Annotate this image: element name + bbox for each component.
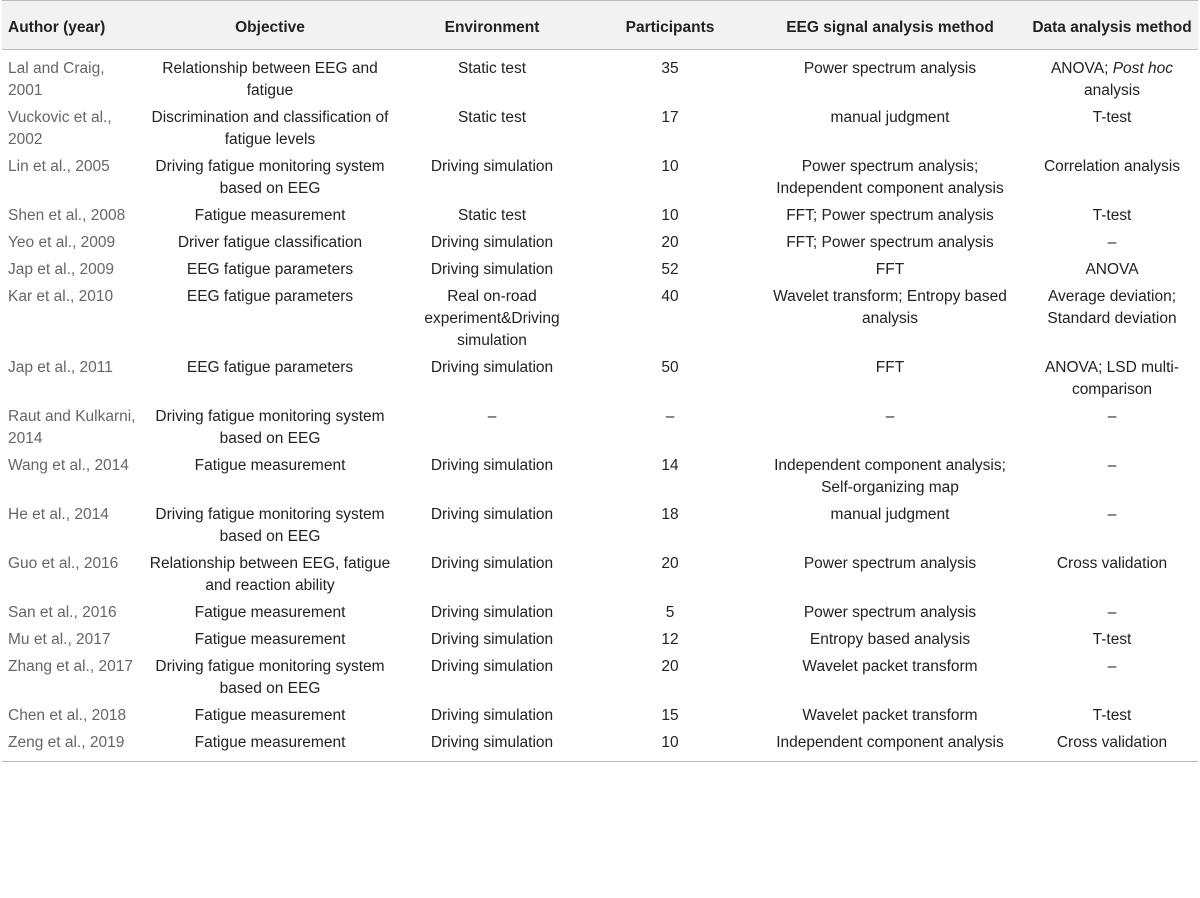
table-row: [2, 106, 1198, 155]
cell-objective: Relationship between EEG and fatigue: [162, 60, 378, 99]
cell-objective: Fatigue measurement: [194, 207, 346, 224]
cell-environment: Static test: [457, 109, 527, 126]
table-row: [2, 285, 1198, 356]
studies-table: [2, 0, 1198, 762]
cell-eeg-method: manual judgment: [830, 506, 950, 523]
table-row: [2, 601, 1198, 628]
cell-objective: Driving fatigue monitoring system based on EEG: [155, 408, 385, 447]
cell-participants: 18: [661, 506, 679, 523]
cell-author: Jap et al., 2009: [8, 261, 114, 278]
header-author: Author (year): [2, 1, 142, 50]
cell-author: Chen et al., 2018: [8, 707, 127, 724]
cell-author: He et al., 2014: [8, 506, 109, 523]
table-row: [2, 454, 1198, 503]
cell-objective: Driver fatigue classification: [177, 234, 363, 251]
cell-participants: 5: [665, 604, 675, 621]
cell-eeg-method: Entropy based analysis: [809, 631, 971, 648]
cell-objective: EEG fatigue parameters: [186, 359, 354, 376]
cell-author: Kar et al., 2010: [8, 288, 114, 305]
cell-participants: –: [665, 408, 675, 425]
cell-data-method: –: [1107, 457, 1117, 474]
cell-eeg-method: FFT: [875, 359, 905, 376]
cell-objective: Driving fatigue monitoring system based on EEG: [155, 506, 385, 545]
cell-objective: Driving fatigue monitoring system based on EEG: [155, 658, 385, 697]
cell-author: Zhang et al., 2017: [8, 658, 133, 675]
cell-author: Wang et al., 2014: [8, 457, 129, 474]
table-row: [2, 628, 1198, 655]
cell-environment: Driving simulation: [430, 506, 554, 523]
cell-eeg-method: FFT; Power spectrum analysis: [786, 234, 994, 251]
cell-participants: 10: [586, 731, 754, 762]
cell-data-method: T-test: [1092, 707, 1132, 724]
cell-objective: Fatigue measurement: [194, 707, 346, 724]
cell-objective: Fatigue measurement: [194, 457, 346, 474]
cell-data-method: Average deviation; Standard deviation: [1047, 288, 1177, 327]
cell-environment: Driving simulation: [430, 604, 554, 621]
cell-environment: Driving simulation: [430, 261, 554, 278]
cell-data-method: –: [1107, 234, 1117, 251]
cell-environment: Driving simulation: [430, 658, 554, 675]
header-objective: Objective: [142, 1, 398, 50]
cell-data-method: Cross validation: [1056, 555, 1168, 572]
cell-eeg-method: manual judgment: [830, 109, 950, 126]
cell-environment: Driving simulation: [430, 234, 554, 251]
cell-author: Lal and Craig, 2001: [8, 60, 105, 99]
cell-participants: 15: [661, 707, 679, 724]
cell-objective: Relationship between EEG, fatigue and reaction ability: [149, 555, 391, 594]
table-row: [2, 258, 1198, 285]
cell-eeg-method: FFT: [875, 261, 905, 278]
cell-participants: 50: [661, 359, 679, 376]
cell-environment: Driving simulation: [430, 631, 554, 648]
cell-author: Guo et al., 2016: [8, 555, 119, 572]
cell-author: Shen et al., 2008: [8, 207, 126, 224]
cell-participants: 14: [661, 457, 679, 474]
cell-data-method: Correlation analysis: [1043, 158, 1181, 175]
table-row: [2, 731, 1198, 762]
table-row: [2, 155, 1198, 204]
cell-environment: Driving simulation: [398, 731, 586, 762]
cell-data-method: ANOVA: [1085, 261, 1139, 278]
cell-eeg-method: Wavelet packet transform: [802, 707, 978, 724]
cell-data-method: –: [1107, 604, 1117, 621]
cell-participants: 10: [661, 158, 679, 175]
cell-participants: 10: [661, 207, 679, 224]
header-eeg-method: EEG signal analysis method: [754, 1, 1026, 50]
cell-author: Vuckovic et al., 2002: [8, 109, 112, 148]
header-environment: Environment: [398, 1, 586, 50]
cell-author: Jap et al., 2011: [8, 359, 113, 376]
cell-participants: 40: [661, 288, 679, 305]
cell-objective: EEG fatigue parameters: [186, 288, 354, 305]
cell-participants: 20: [661, 555, 679, 572]
cell-eeg-method: Power spectrum analysis: [803, 604, 977, 621]
cell-author: Mu et al., 2017: [8, 631, 111, 648]
cell-eeg-method: Wavelet packet transform: [802, 658, 978, 675]
cell-environment: Driving simulation: [430, 457, 554, 474]
cell-author: Yeo et al., 2009: [8, 234, 116, 251]
table-row: [2, 231, 1198, 258]
cell-objective: Fatigue measurement: [194, 631, 346, 648]
table-row: [2, 503, 1198, 552]
cell-data-method: T-test: [1092, 109, 1132, 126]
data-method-text: ANOVA;: [1050, 60, 1109, 77]
cell-data-method: –: [1107, 408, 1117, 425]
cell-participants: 17: [661, 109, 679, 126]
cell-data-method: T-test: [1092, 631, 1132, 648]
cell-eeg-method: Power spectrum analysis; Independent component analysis: [776, 158, 1004, 197]
cell-participants: 35: [661, 60, 679, 77]
cell-data-method: [1026, 50, 1198, 107]
table-row: [2, 704, 1198, 731]
cell-environment: Driving simulation: [430, 359, 554, 376]
cell-eeg-method: –: [885, 408, 895, 425]
cell-environment: –: [487, 408, 497, 425]
cell-objective: Fatigue measurement: [194, 604, 346, 621]
header-data-method: Data analysis method: [1026, 1, 1198, 50]
table-row: [2, 552, 1198, 601]
cell-environment: Real on-road experiment&Driving simulation: [424, 288, 560, 349]
cell-participants: 12: [661, 631, 679, 648]
cell-environment: Driving simulation: [430, 707, 554, 724]
cell-participants: 52: [661, 261, 679, 278]
cell-objective: Driving fatigue monitoring system based on EEG: [155, 158, 385, 197]
table-row: [2, 655, 1198, 704]
cell-participants: 20: [661, 234, 679, 251]
cell-objective: Discrimination and classification of fatigue levels: [151, 109, 389, 148]
cell-objective: Fatigue measurement: [142, 731, 398, 762]
cell-participants: 20: [661, 658, 679, 675]
cell-environment: Static test: [457, 207, 527, 224]
cell-author: San et al., 2016: [8, 604, 117, 621]
cell-data-method: Cross validation: [1026, 731, 1198, 762]
table-row: [2, 405, 1198, 454]
cell-data-method: T-test: [1092, 207, 1132, 224]
cell-data-method: –: [1107, 658, 1117, 675]
header-row: [2, 1, 1198, 50]
cell-eeg-method: Independent component analysis; Self-organizing map: [774, 457, 1006, 496]
cell-eeg-method: Independent component analysis: [754, 731, 1026, 762]
cell-eeg-method: Wavelet transform; Entropy based analysis: [773, 288, 1007, 327]
cell-author: Zeng et al., 2019: [2, 731, 142, 762]
cell-eeg-method: Power spectrum analysis: [803, 555, 977, 572]
cell-environment: Driving simulation: [430, 158, 554, 175]
cell-objective: EEG fatigue parameters: [186, 261, 354, 278]
cell-data-method: –: [1107, 506, 1117, 523]
cell-eeg-method: FFT; Power spectrum analysis: [786, 207, 994, 224]
cell-eeg-method: Power spectrum analysis: [803, 60, 977, 77]
cell-author: Lin et al., 2005: [8, 158, 110, 175]
data-method-tail: analysis: [1084, 82, 1140, 99]
table-row: [2, 356, 1198, 405]
cell-environment: Driving simulation: [430, 555, 554, 572]
data-method-italic: Post hoc: [1112, 60, 1174, 77]
cell-data-method: ANOVA; LSD multi-comparison: [1044, 359, 1180, 398]
table-row: [2, 204, 1198, 231]
header-participants: Participants: [586, 1, 754, 50]
cell-environment: Static test: [457, 60, 527, 77]
cell-author: Raut and Kulkarni, 2014: [8, 408, 136, 447]
table-row: [2, 50, 1198, 107]
